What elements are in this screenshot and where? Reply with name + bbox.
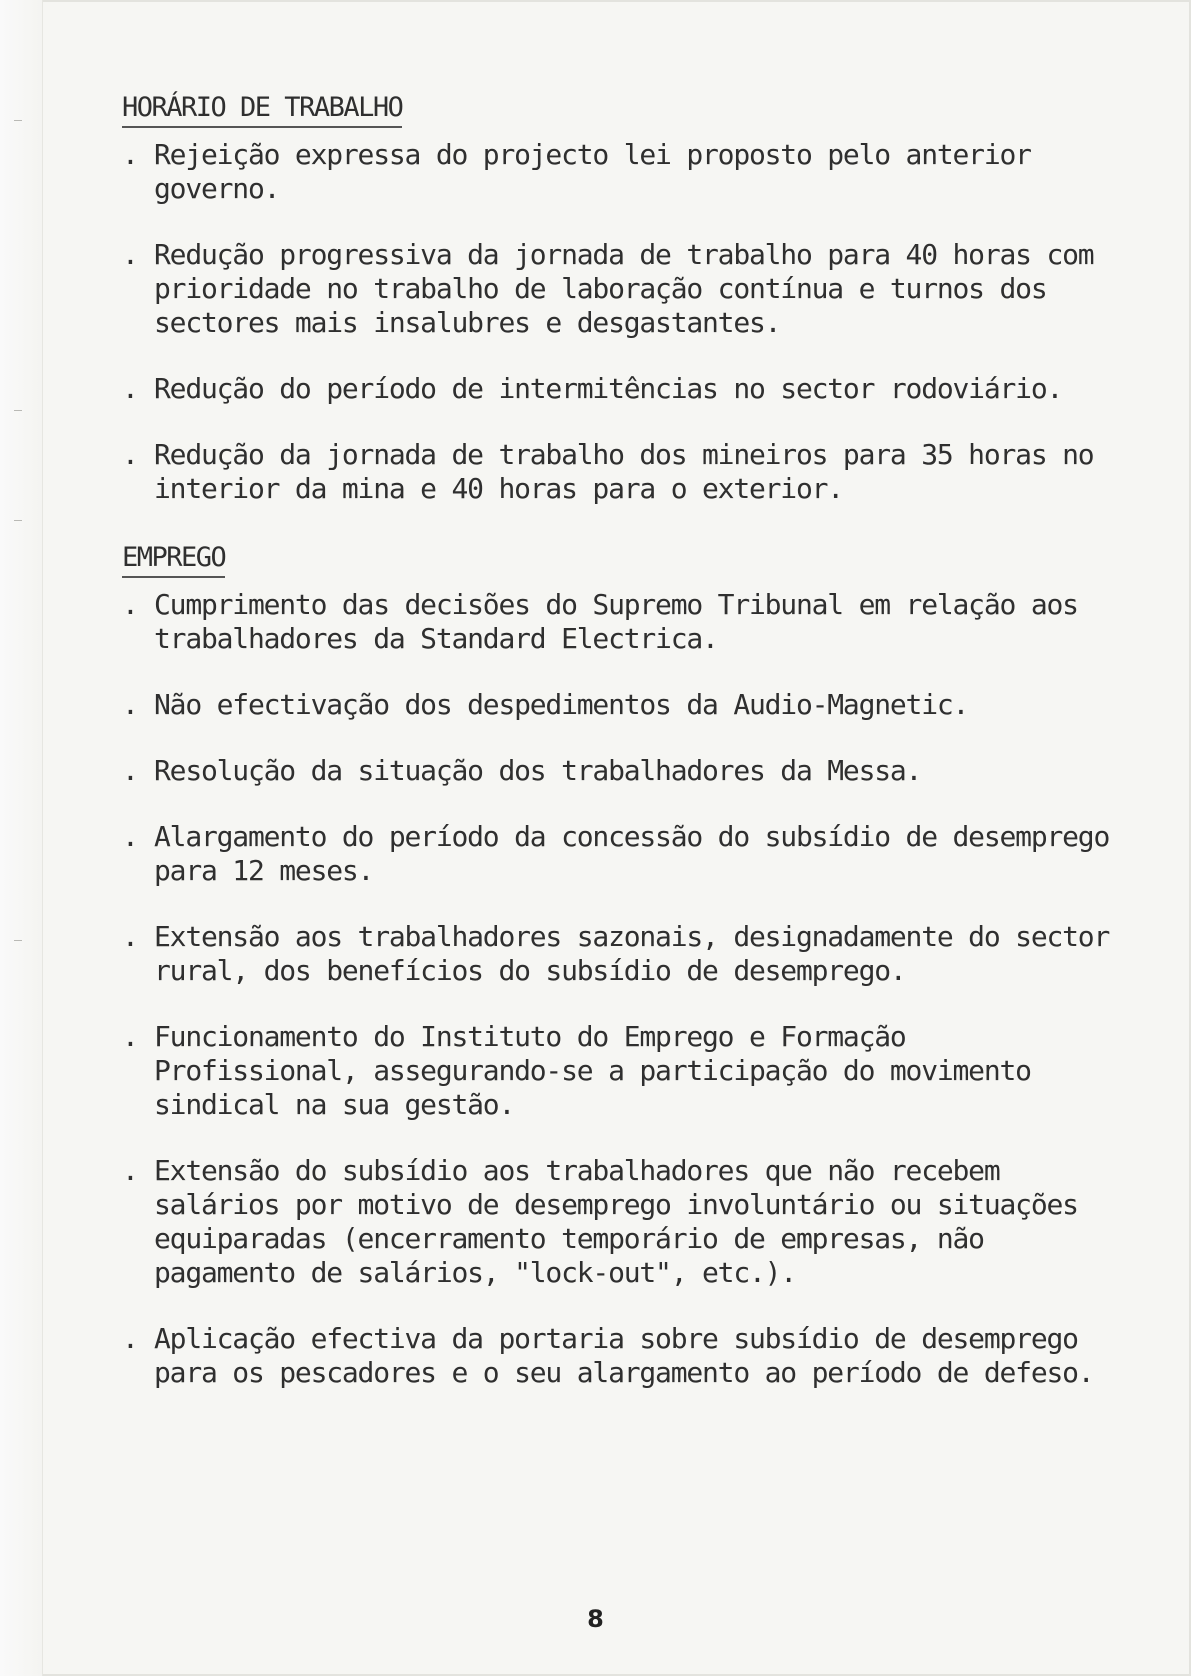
- list-item: [122, 820, 1122, 888]
- list-item: [122, 588, 1122, 656]
- list-item-text: Alargamento do período da concessão do subsídio de desemprego para 12 meses.: [154, 820, 1110, 887]
- list-item-text: Extensão aos trabalhadores sazonais, designadamente do sector rural, dos benefícios do subsídio de desemprego.: [154, 920, 1110, 987]
- list-item: [122, 1322, 1122, 1390]
- list-item-text: Resolução da situação dos trabalhadores da Messa.: [154, 754, 922, 787]
- margin-mark: [14, 940, 22, 941]
- bullet: .: [122, 820, 138, 853]
- list-item: [122, 1020, 1122, 1122]
- list-item-text: Redução progressiva da jornada de trabalho para 40 horas com prioridade no trabalho de laboração contínua e turnos dos sectores mais insalubres e desgastantes.: [154, 238, 1094, 339]
- list-item: [122, 920, 1122, 988]
- bullet: .: [122, 754, 138, 787]
- bullet: .: [122, 1322, 138, 1355]
- list-item-text: Funcionamento do Instituto do Emprego e Formação Profissional, assegurando-se a participação do movimento sindical na sua gestão.: [154, 1020, 1031, 1121]
- list-item-text: Extensão do subsídio aos trabalhadores que não recebem salários por motivo de desemprego involuntário ou situações equiparadas (encerramento temporário de empresas, não pagamento de salários, "lock-out", etc.).: [154, 1154, 1078, 1289]
- list-item-text: Não efectivação dos despedimentos da Audio-Magnetic.: [154, 688, 969, 721]
- bullet: .: [122, 438, 138, 471]
- margin-mark: [14, 520, 22, 521]
- page-number: 8: [587, 1605, 604, 1633]
- list-item-text: Redução da jornada de trabalho dos mineiros para 35 horas no interior da mina e 40 horas para o exterior.: [154, 438, 1094, 505]
- bullet: .: [122, 372, 138, 405]
- bullet: .: [122, 138, 138, 171]
- list-item: [122, 688, 1122, 722]
- margin-mark: [14, 120, 22, 121]
- list-item: [122, 438, 1122, 506]
- list-item: [122, 372, 1122, 406]
- list-item: [122, 238, 1122, 340]
- list-item: [122, 1154, 1122, 1290]
- bullet: .: [122, 688, 138, 721]
- section-heading-horario: HORÁRIO DE TRABALHO: [122, 92, 402, 128]
- list-item-text: Rejeição expressa do projecto lei proposto pelo anterior governo.: [154, 138, 1031, 205]
- list-item-text: Cumprimento das decisões do Supremo Tribunal em relação aos trabalhadores da Standard Electrica.: [154, 588, 1078, 655]
- document-body: [122, 90, 1122, 1422]
- bullet: .: [122, 238, 138, 271]
- bullet: .: [122, 1154, 138, 1187]
- page-margin-edge: [0, 0, 43, 1676]
- bullet: .: [122, 588, 138, 621]
- bullet: .: [122, 1020, 138, 1053]
- list-item-text: Redução do período de intermitências no sector rodoviário.: [154, 372, 1063, 405]
- section-heading-emprego: EMPREGO: [122, 542, 225, 578]
- margin-mark: [14, 410, 22, 411]
- list-item: [122, 754, 1122, 788]
- bullet: .: [122, 920, 138, 953]
- list-item-text: Aplicação efectiva da portaria sobre subsídio de desemprego para os pescadores e o seu alargamento ao período de defeso.: [154, 1322, 1094, 1389]
- list-item: [122, 138, 1122, 206]
